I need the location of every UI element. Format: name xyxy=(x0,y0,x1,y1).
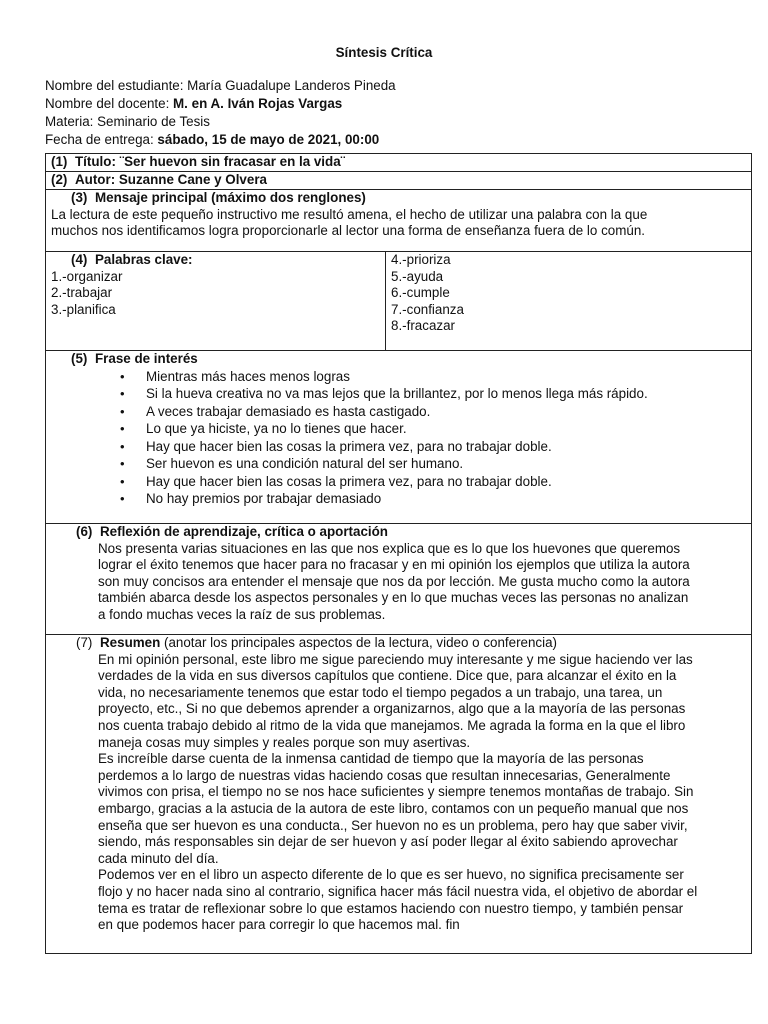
section-number: (2) xyxy=(51,172,68,187)
phrases-heading-text: Frase de interés xyxy=(95,351,198,366)
phrase-item: • Hay que hacer bien las cosas la primera vez, para no trabajar doble. xyxy=(146,438,746,456)
section-number: (5) xyxy=(71,351,88,366)
due-date-value: sábado, 15 de mayo de 2021, 00:00 xyxy=(157,132,380,147)
phrase-item: • Si la hueva creativa no va mas lejos que la brillantez, por lo menos llega más rápido. xyxy=(146,385,746,403)
summary-heading-text: Resumen xyxy=(100,635,161,650)
summary-line: embargo, gracias a la astucia de la autora de este libro, contamos con un pequeño manual que nos xyxy=(98,800,689,816)
row-title xyxy=(46,154,752,172)
summary-line: nos cuenta trabajo debido al ritmo de la vida que manejamos. Me agrada la forma en la que el libro xyxy=(98,717,686,733)
section-number: (3) xyxy=(71,190,88,205)
section-author-cell xyxy=(46,172,752,190)
keyword-item: 2.-trabajar xyxy=(51,285,113,301)
section-number: (6) xyxy=(76,524,93,539)
row-summary xyxy=(46,635,752,954)
summary-line: En mi opinión personal, este libro me sigue pareciendo muy interesante y me sigue haciendo ver las xyxy=(98,651,693,667)
reflection-line: Nos presenta varias situaciones en las que nos explica que es lo que los huevones que queremos xyxy=(98,540,681,556)
phrase-item: • Hay que hacer bien las cosas la primera vez, para no trabajar doble. xyxy=(146,473,746,491)
phrase-item: • Ser huevon es una condición natural del ser humano. xyxy=(146,455,746,473)
subject-name: Seminario de Tesis xyxy=(97,114,210,129)
keyword-item: 8.-fracazar xyxy=(391,318,455,334)
message-line: muchos nos identificamos logra proporcionarle al lector una forma de enseñanza fuera de lo común. xyxy=(51,223,645,239)
keywords-left-cell xyxy=(46,252,386,351)
message-heading xyxy=(51,190,746,207)
subject-line xyxy=(45,113,396,131)
teacher-line xyxy=(45,95,396,113)
section-phrases-cell xyxy=(46,351,752,524)
summary-line: proyecto, etc., Si no que debemos aprender a organizarnos, algo que a la mayoría de las personas xyxy=(98,701,686,717)
summary-line: flojo y no hacer nada sino al contrario, significa hacer más fácil nuestra vida, el objetivo de abordar el xyxy=(98,883,698,899)
summary-heading xyxy=(51,635,746,652)
document-title: Síntesis Crítica xyxy=(335,45,433,60)
section-message-cell xyxy=(46,190,752,252)
summary-line: cada minuto del día. xyxy=(98,850,219,866)
teacher-label: Nombre del docente: xyxy=(45,96,174,111)
row-reflection xyxy=(46,524,752,635)
due-date-line xyxy=(45,131,396,149)
section-reflection-cell xyxy=(46,524,752,635)
keyword-item: 3.-planifica xyxy=(51,301,116,317)
reflection-line: a fondo muchas veces la raíz de sus problemas. xyxy=(98,606,386,622)
phrase-item: • Lo que ya hiciste, ya no lo tienes que hacer. xyxy=(146,420,746,438)
phrase-item: • Mientras más haces menos logras xyxy=(146,368,746,386)
message-line: La lectura de este pequeño instructivo me resultó amena, el hecho de utilizar una palabra con la que xyxy=(51,206,648,222)
keyword-item: 7.-confianza xyxy=(391,301,464,317)
keyword-item: 1.-organizar xyxy=(51,268,123,284)
section-number: (7) xyxy=(76,635,93,650)
phrases-list xyxy=(51,368,746,508)
summary-body xyxy=(51,652,746,934)
reflection-line: son muy concisos ara entender el mensaje que nos da por lección. Me gusta mucho como la autora xyxy=(98,573,690,589)
summary-line: maneja cosas muy simples y reales porque son muy asertivas. xyxy=(98,734,471,750)
phrase-item: • A veces trabajar demasiado es hasta castigado. xyxy=(146,403,746,421)
row-message xyxy=(46,190,752,252)
section-title-cell xyxy=(46,154,752,172)
section-number: (4) xyxy=(71,252,88,267)
reflection-heading-text: Reflexión de aprendizaje, crítica o aportación xyxy=(100,524,388,539)
subject-label: Materia: xyxy=(45,114,98,129)
summary-line: verdades de la vida en sus diversos capítulos que contiene. Dice que, para alcanzar el éxito en la xyxy=(98,668,677,684)
summary-line: enseña que ser huevon es una conducta., Ser huevon no es un problema, pero hay que saber vivir, xyxy=(98,817,688,833)
student-label: Nombre del estudiante: xyxy=(45,78,188,93)
summary-line: vivimos con prisa, el tiempo no se nos hace suficientes y siempre tenemos montañas de trabajo. Sin xyxy=(98,784,694,800)
keyword-item: 4.-prioriza xyxy=(391,252,451,267)
summary-line: vida, no necesariamente tenemos que estar todo el tiempo pegados a un trabajo, una tarea, un xyxy=(98,684,663,700)
keywords-heading-text: Palabras clave: xyxy=(95,252,193,267)
summary-line: perdemos a lo largo de nuestras vidas haciendo cosas que resultan innecesarias, Generalmente xyxy=(98,767,671,783)
row-phrases xyxy=(46,351,752,524)
synthesis-table xyxy=(45,153,752,954)
student-line xyxy=(45,77,396,95)
row-keywords xyxy=(46,252,752,351)
header-info xyxy=(45,77,396,149)
reflection-body xyxy=(51,541,746,624)
keywords-right-cell xyxy=(386,252,752,351)
phrase-item: • No hay premios por trabajar demasiado xyxy=(146,490,746,508)
summary-line: en que podemos hacer para corregir lo que hacemos mal. fin xyxy=(98,917,460,933)
due-date-label: Fecha de entrega: xyxy=(45,132,158,147)
row-author xyxy=(46,172,752,190)
reflection-line: lograr el éxito tenemos que hacer para no fracasar y en mi opinión los ejemplos que utiliza la autora xyxy=(98,557,690,573)
section-summary-cell xyxy=(46,635,752,954)
student-name: María Guadalupe Landeros Pineda xyxy=(187,78,396,93)
message-heading-text: Mensaje principal (máximo dos renglones) xyxy=(95,190,366,205)
keyword-item: 6.-cumple xyxy=(391,285,450,301)
summary-line: siendo, más responsables sin dejar de ser huevon y así poder llegar al éxito sabiendo aprovechar xyxy=(98,834,678,850)
reflection-heading xyxy=(51,524,746,541)
teacher-name: M. en A. Iván Rojas Vargas xyxy=(173,96,343,111)
summary-line: Podemos ver en el libro un aspecto diferente de lo que es ser huevo, no significa precisamente ser xyxy=(98,867,684,883)
keywords-heading xyxy=(51,252,380,269)
summary-line: Es increíble darse cuenta de la inmensa cantidad de tiempo que la mayoría de las personas xyxy=(98,751,644,767)
keyword-item: 5.-ayuda xyxy=(391,268,444,284)
summary-line: tema es tratar de reflexionar sobre lo que estamos haciendo con nuestro tiempo, y también pensar xyxy=(98,900,684,916)
summary-subheading: (anotar los principales aspectos de la lectura, video o conferencia) xyxy=(160,635,558,650)
reflection-line: también abarca desde los aspectos personales y en lo que muchas veces las personas no analizan xyxy=(98,590,689,606)
phrases-heading xyxy=(51,351,746,368)
book-title: Título: ¨Ser huevon sin fracasar en la vida¨ xyxy=(75,154,346,169)
section-number: (1) xyxy=(51,154,68,169)
book-author: Autor: Suzanne Cane y Olvera xyxy=(75,172,267,187)
